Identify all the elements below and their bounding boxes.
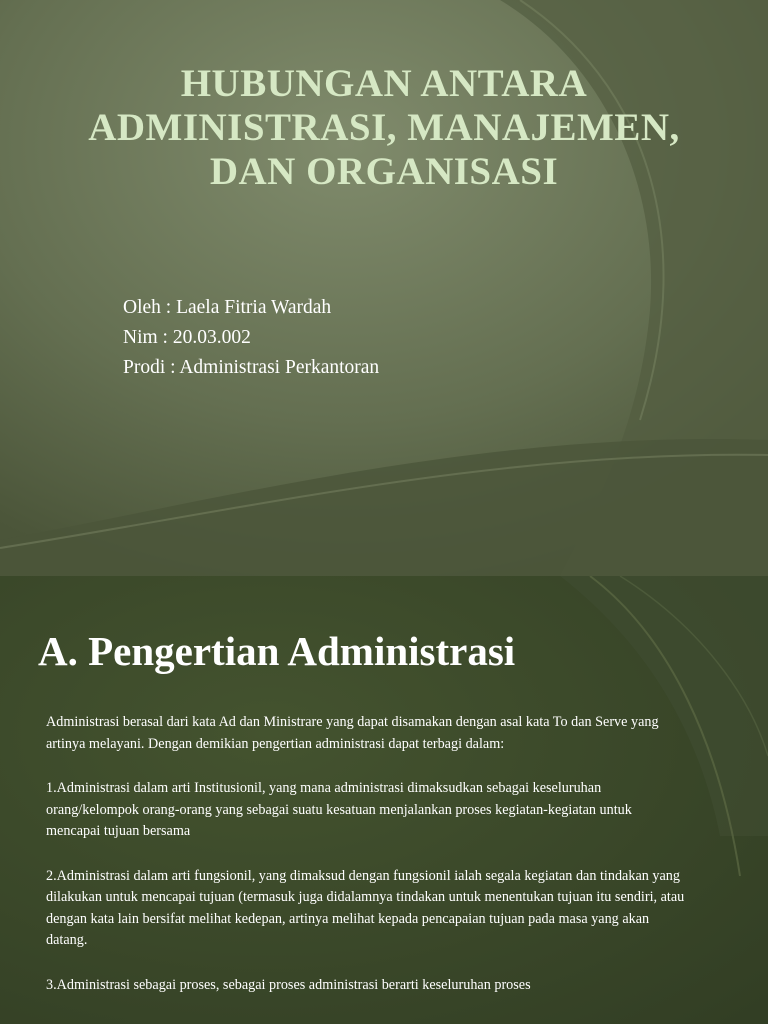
author-info — [123, 293, 379, 383]
body-paragraph: 1.Administrasi dalam arti Institusionil, yang mana administrasi dimaksudkan sebagai keseluruhan orang/kelompok orang-orang yang sebagai suatu kesatuan menjalankan proses kegiatan-kegiatan untuk mencapai tujuan bersama — [46, 780, 632, 839]
body-paragraph: 3.Administrasi sebagai proses, sebagai proses administrasi berarti keseluruhan proses — [46, 976, 531, 993]
body-paragraph: 2.Administrasi dalam arti fungsionil, yang dimaksud dengan fungsionil ialah segala kegiatan dan tindakan yang dilakukan untuk mencapai tujuan (termasuk juga didalamnya tindakan untuk menentukan tujuan itu sendiri, atau dengan kata lain bersifat melihat kedepan, artinya melihat kepada pencapaian tujuan pada masa yang akan datang. — [46, 867, 685, 948]
body-paragraph: Administrasi berasal dari kata Ad dan Ministrare yang dapat disamakan dengan asal kata To dan Serve yang artinya melayani. Dengan demikian pengertian administrasi dapat terbagi dalam: — [46, 714, 659, 752]
study-program: Prodi : Administrasi Perkantoran — [123, 357, 380, 378]
author-name: Oleh : Laela Fitria Wardah — [123, 297, 332, 318]
title-line: ADMINISTRASI, MANAJEMEN, — [88, 106, 680, 149]
presentation-title — [0, 62, 768, 194]
slide-body — [46, 712, 686, 1019]
section-heading: A. Pengertian Administrasi — [38, 628, 516, 674]
title-line: HUBUNGAN ANTARA — [180, 62, 588, 105]
student-id: Nim : 20.03.002 — [123, 327, 251, 348]
title-line: DAN ORGANISASI — [209, 150, 559, 193]
